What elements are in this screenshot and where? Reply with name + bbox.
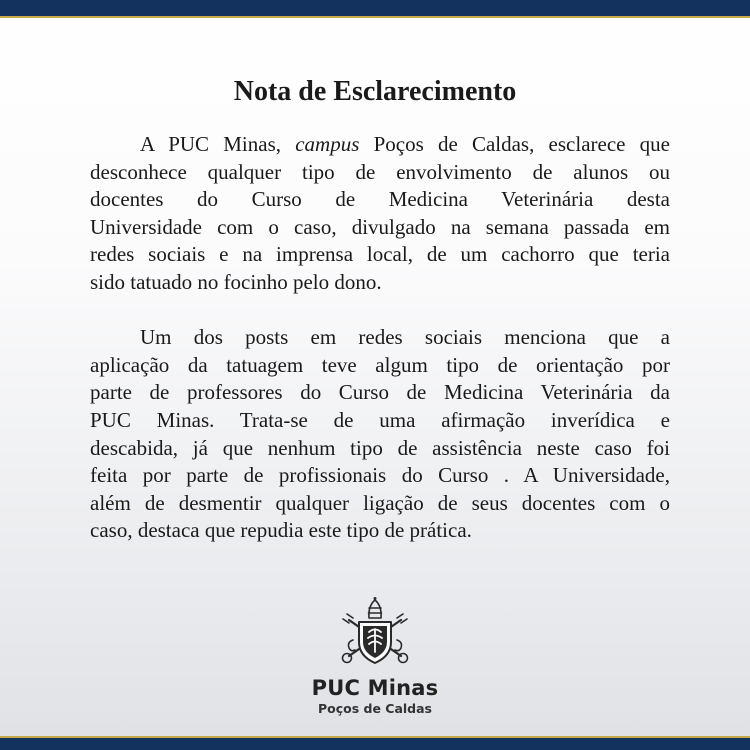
paragraph-1-line: redes sociais e na imprensa local, de um cachorro que teria (90, 242, 670, 267)
logo-name: PUC Minas (311, 676, 439, 700)
logo-subtitle: Poços de Caldas (317, 701, 433, 716)
paragraph-2-line: aplicação da tatuagem teve algum tipo de orientação por (90, 352, 670, 377)
paragraph-1-line-1 (90, 131, 670, 159)
paragraph-2-line: além de desmentir qualquer ligação de seus docentes com o (90, 490, 670, 515)
paragraph-1-line: desconhece qualquer tipo de envolvimento de alunos ou (90, 159, 670, 184)
paragraph-1-line: docentes do Curso de Medicina Veterinária desta (90, 187, 670, 212)
paragraph-2 (90, 324, 670, 545)
paragraph-1 (90, 131, 670, 297)
puc-minas-crest-icon (335, 596, 415, 670)
bottom-band (0, 736, 750, 750)
line-text: Poços de Caldas, esclarece que (359, 132, 670, 156)
line-text: A PUC Minas, (140, 132, 296, 156)
puc-minas-logo (0, 596, 750, 716)
paragraph-2-line: descabida, já que nenhum tipo de assistência neste caso foi (90, 435, 670, 460)
note-body (90, 131, 670, 545)
paragraph-1-line: Universidade com o caso, divulgado na semana passada em (90, 214, 670, 239)
page-title: Nota de Esclarecimento (233, 76, 517, 107)
paragraph-2-line: Um dos posts em redes sociais menciona que a (140, 325, 670, 350)
top-band (0, 0, 750, 18)
paragraph-2-line: PUC Minas. Trata-se de uma afirmação inverídica e (90, 407, 670, 432)
paragraph-2-line: caso, destaca que repudia este tipo de prática. (90, 518, 472, 543)
paragraph-2-line: feita por parte de profissionais do Curso . A Universidade, (90, 463, 670, 488)
campus-italic: campus (295, 132, 360, 156)
paragraph-2-line: parte de professores do Curso de Medicina Veterinária da (90, 380, 670, 405)
paragraph-1-line: sido tatuado no focinho pelo dono. (90, 269, 382, 294)
paragraph-gap (90, 297, 670, 325)
